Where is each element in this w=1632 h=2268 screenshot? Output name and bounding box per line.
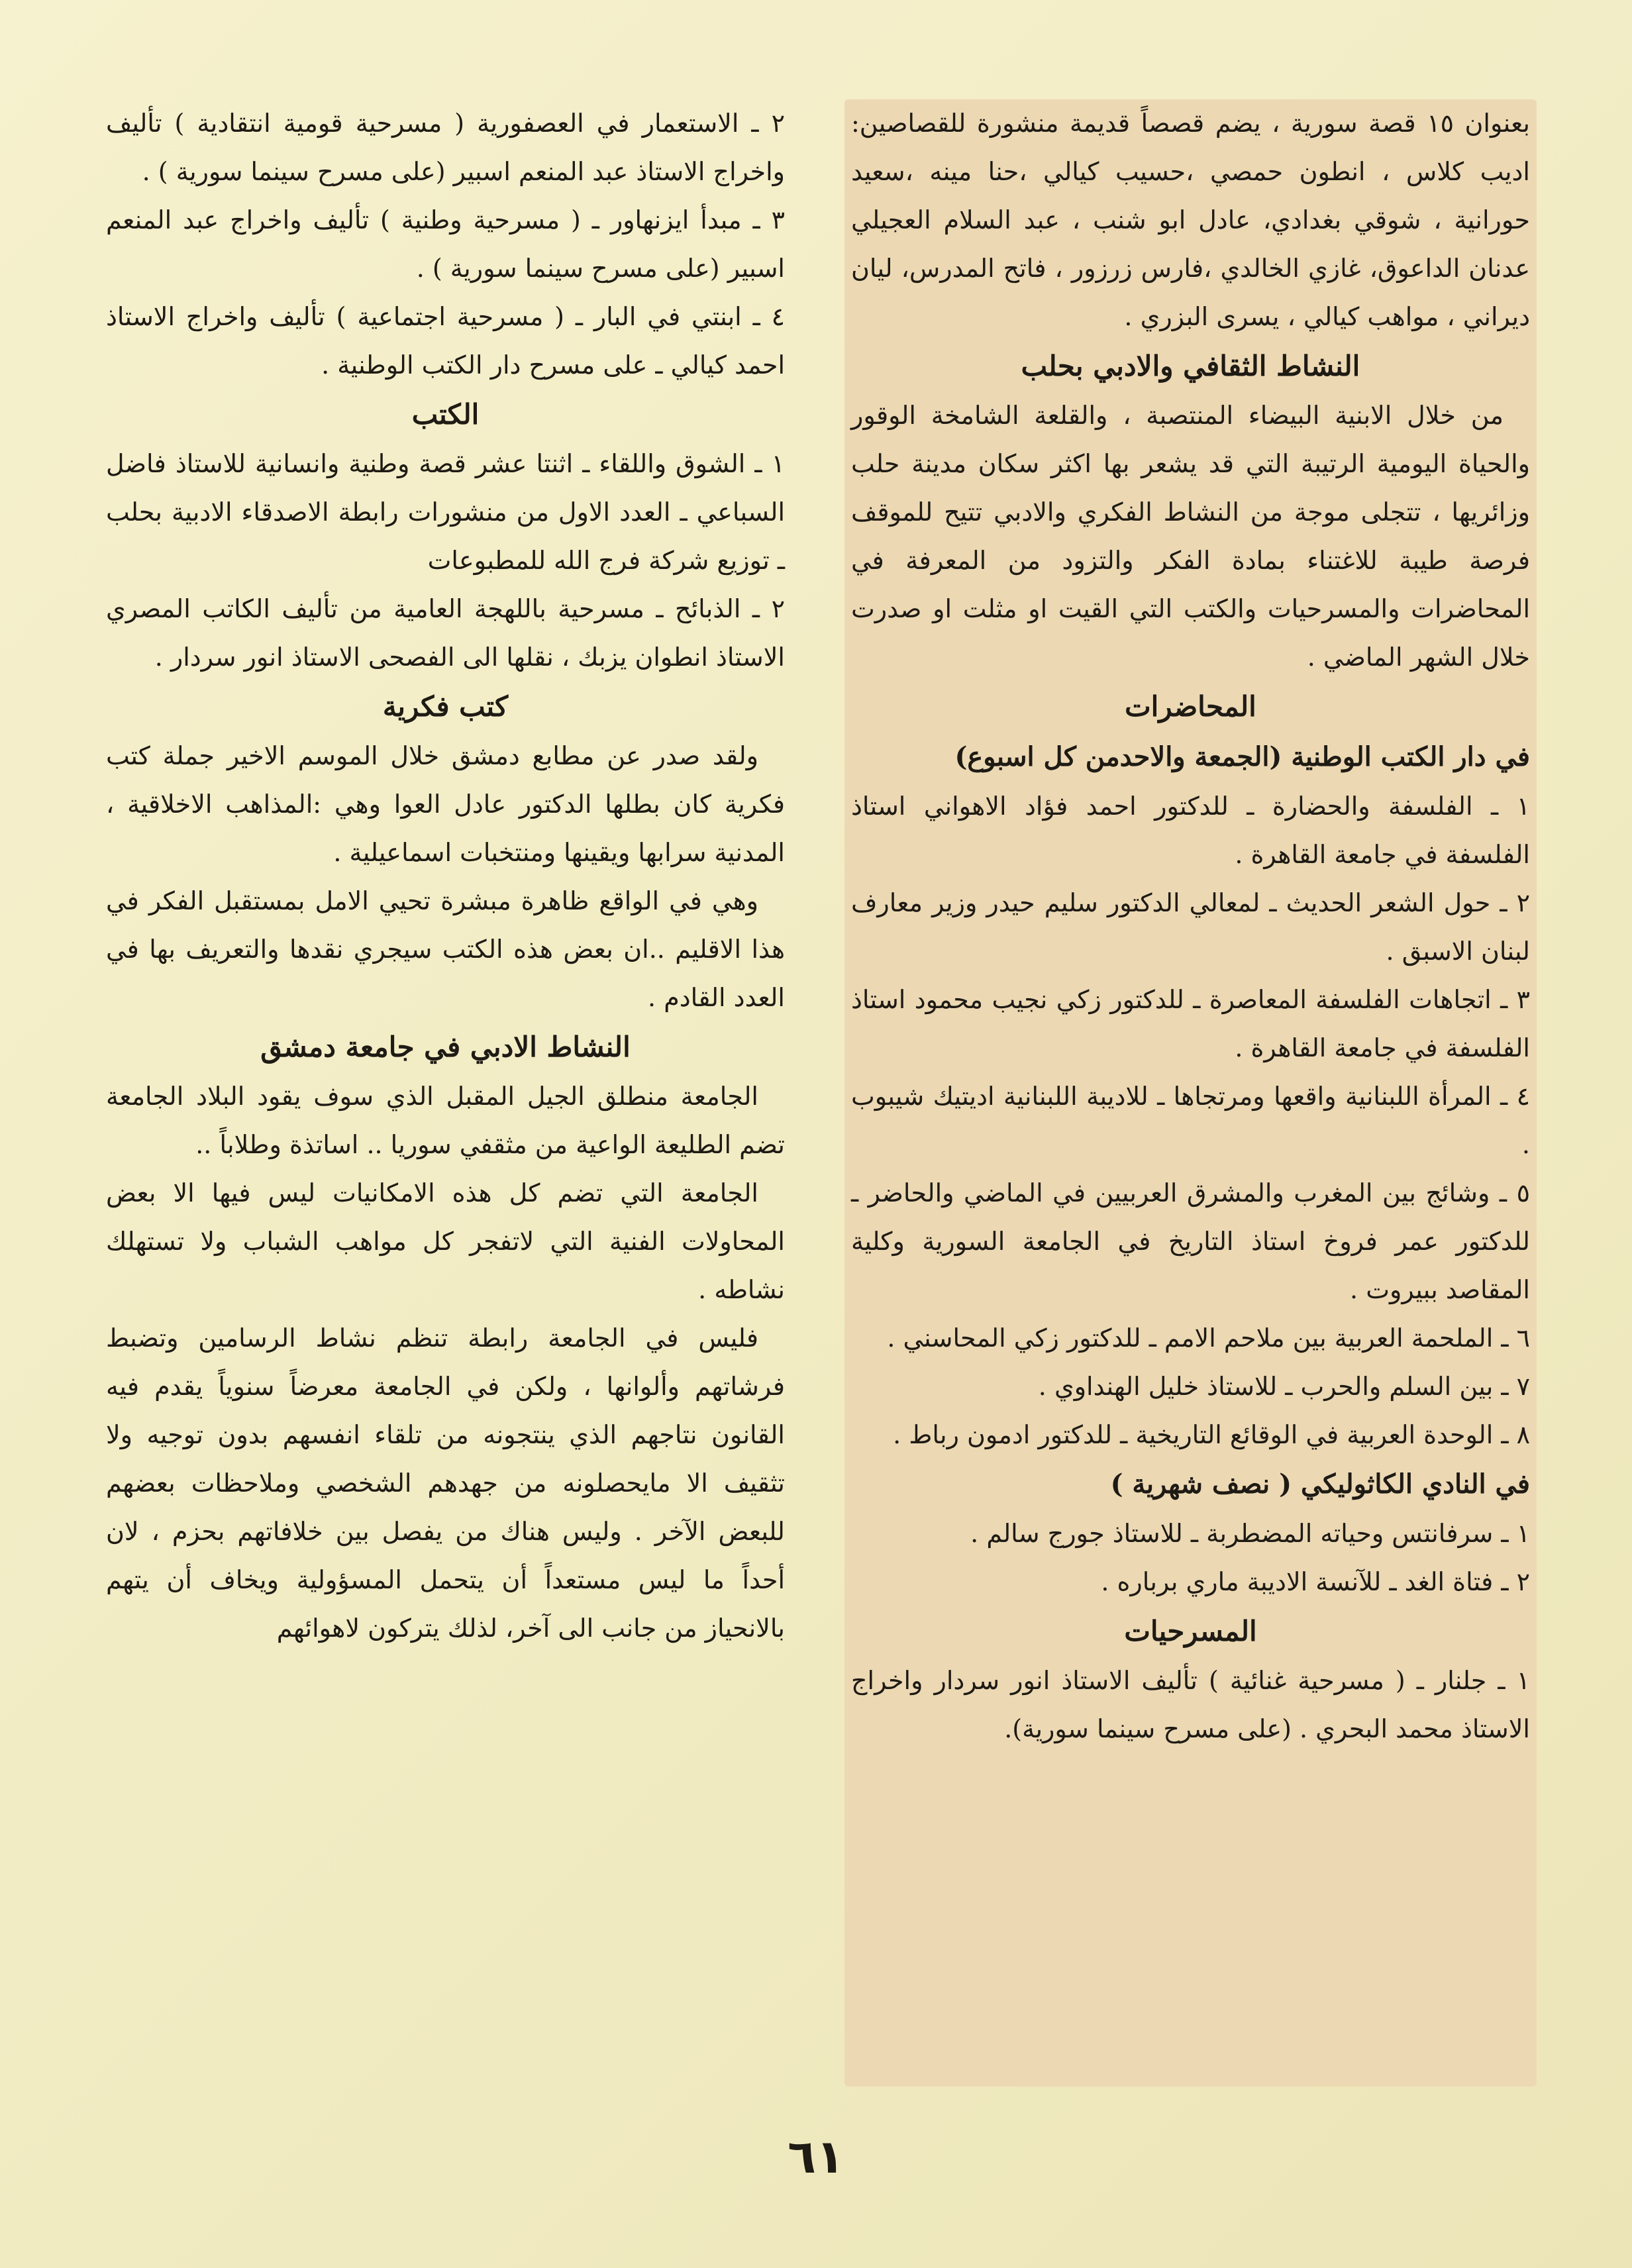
aleppo-section-title: النشاط الثقافي والادبي بحلب bbox=[1021, 350, 1360, 382]
left-column bbox=[99, 99, 791, 2087]
plays-heading: المسرحيات bbox=[1124, 1615, 1257, 1647]
text-columns bbox=[99, 99, 1537, 2087]
damascus-paragraph: الجامعة التي تضم كل هذه الامكانيات ليس فيها الا بعض المحاولات الفنية التي لاتفجر كل مواهب الشباب ولا تستهلك نشاطه . bbox=[106, 1178, 785, 1304]
lecture-item: ٣ ـ اتجاهات الفلسفة المعاصرة ـ للدكتور زكي نجيب محمود استاذ الفلسفة في جامعة القاهرة . bbox=[851, 985, 1530, 1062]
thought-paragraph: ولقد صدر عن مطابع دمشق خلال الموسم الاخير جملة كتب فكرية كان بطلها الدكتور عادل العوا وهي :المذاهب الاخلاقية ، المدنية سرابها ويقينها ومنتخبات اسماعيلية . bbox=[106, 741, 785, 867]
page-number: ٦١ bbox=[788, 2130, 844, 2184]
catholic-club-heading: في النادي الكاثوليكي ( نصف شهرية ) bbox=[1110, 1469, 1530, 1500]
books-heading: الكتب bbox=[411, 398, 480, 431]
damascus-university-heading: النشاط الادبي في جامعة دمشق bbox=[260, 1031, 631, 1063]
lecture-item: ٨ ـ الوحدة العربية في الوقائع التاريخية ـ للدكتور ادمون رباط . bbox=[893, 1420, 1530, 1449]
thought-paragraph: وهي في الواقع ظاهرة مبشرة تحيي الامل بمستقبل الفكر في هذا الاقليم ..ان بعض هذه الكتب سيجري نقدها والتعريف بها في العدد القادم . bbox=[106, 886, 785, 1012]
play-item: ٤ ـ ابنتي في البار ـ ( مسرحية اجتماعية ) تأليف واخراج الاستاذ احمد كيالي ـ على مسرح دار الكتب الوطنية . bbox=[106, 302, 785, 380]
lectures-heading: المحاضرات bbox=[1125, 690, 1256, 723]
damascus-paragraph: الجامعة منطلق الجيل المقبل الذي سوف يقود البلاد الجامعة تضم الطليعة الواعية من مثقفي سوريا .. اساتذة وطلاباً .. bbox=[106, 1082, 785, 1159]
aleppo-section-body: من خلال الابنية البيضاء المنتصبة ، والقلعة الشامخة الوقور والحياة اليومية الرتيبة التي قد يشعر بها اكثر سكان مدينة حلب وزائريها ، تتجلى موجة من النشاط الفكري والادبي تتيح للموقف فرصة طيبة للاغتناء بمادة الفكر والتزود من المعرفة في المحاضرات والمسرحيات والكتب التي القيت او مثلت او صدرت خلال الشهر الماضي . bbox=[851, 401, 1530, 672]
lectures-venue: في دار الكتب الوطنية (الجمعة والاحدمن كل اسبوع) bbox=[954, 741, 1530, 772]
lecture-item: ٦ ـ الملحمة العربية بين ملاحم الامم ـ للدكتور زكي المحاسني . bbox=[887, 1323, 1530, 1353]
lecture-item: ٥ ـ وشائج بين المغرب والمشرق العربيين في الماضي والحاضر ـ للدكتور عمر فروخ استاذ التاريخ في الجامعة السورية وكلية المقاصد ببيروت . bbox=[851, 1178, 1530, 1304]
lecture-item: ١ ـ الفلسفة والحضارة ـ للدكتور احمد فؤاد الاهواني استاذ الفلسفة في جامعة القاهرة . bbox=[851, 792, 1530, 869]
book-item: ١ ـ الشوق واللقاء ـ اثنتا عشر قصة وطنية وانسانية للاستاذ فاضل السباعي ـ العدد الاول من منشورات رابطة الاصدقاء الادبية بحلب ـ توزيع شركة فرج الله للمطبوعات bbox=[106, 449, 785, 575]
damascus-paragraph: فليس في الجامعة رابطة تنظم نشاط الرسامين وتضبط فرشاتهم وألوانها ، ولكن في الجامعة معرضاً سنوياً يقدم فيه القانون نتاجهم الذي ينتجونه من تلقاء انفسهم بدون توجيه ولا تثقيف الا مايحصلونه من جهدهم الشخصي وملاحظات بعضهم للبعض الآخر . وليس هناك من يفصل بين خلافاتهم بحزم ، لان أحداً ما ليس مستعداً أن يتحمل المسؤولية ويخاف أن يتهم بالانحياز من جانب الى آخر، لذلك يتركون لاهوائهم bbox=[106, 1323, 785, 1643]
club-item: ١ ـ سرفانتس وحياته المضطربة ـ للاستاذ جورج سالم . bbox=[970, 1519, 1530, 1548]
right-column bbox=[844, 99, 1537, 2087]
book-item: ٢ ـ الذبائح ـ مسرحية باللهجة العامية من تأليف الكاتب المصري الاستاذ انطوان يزبك ، نقلها الى الفصحى الاستاذ انور سردار . bbox=[106, 594, 785, 672]
play-item: ٣ ـ مبدأ ايزنهاور ـ ( مسرحية وطنية ) تأليف واخراج عبد المنعم اسبير (على مسرح سينما سورية ) . bbox=[106, 205, 785, 283]
club-item: ٢ ـ فتاة الغد ـ للآنسة الاديبة ماري برباره . bbox=[1101, 1567, 1530, 1596]
lecture-item: ٧ ـ بين السلم والحرب ـ للاستاذ خليل الهنداوي . bbox=[1038, 1372, 1530, 1401]
lecture-item: ٢ ـ حول الشعر الحديث ـ لمعالي الدكتور سليم حيدر وزير معارف لبنان الاسبق . bbox=[851, 888, 1530, 966]
intro-paragraph: بعنوان ١٥ قصة سورية ، يضم قصصاً قديمة منشورة للقصاصين: اديب كلاس ، انطون حمصي ،حسيب كيالي ،حنا مينه ،سعيد حورانية ، شوقي بغدادي، عادل ابو شنب ، عبد السلام العجيلي عدنان الداعوق، غازي الخالدي ،فارس زرزور ، فاتح المدرس، ليان ديراني ، مواهب كيالي ، يسرى البزري . bbox=[851, 109, 1530, 331]
thought-books-heading: كتب فكرية bbox=[382, 690, 509, 723]
lecture-item: ٤ ـ المرأة اللبنانية واقعها ومرتجاها ـ للاديبة اللبنانية اديتيك شيبوب . bbox=[851, 1082, 1530, 1159]
play-item: ٢ ـ الاستعمار في العصفورية ( مسرحية قومية انتقادية ) تأليف واخراج الاستاذ عبد المنعم اسبير (على مسرح سينما سورية ) . bbox=[106, 109, 785, 186]
play-item: ١ ـ جلنار ـ ( مسرحية غنائية ) تأليف الاستاذ انور سردار واخراج الاستاذ محمد البحري . (على مسرح سينما سورية). bbox=[851, 1666, 1530, 1743]
